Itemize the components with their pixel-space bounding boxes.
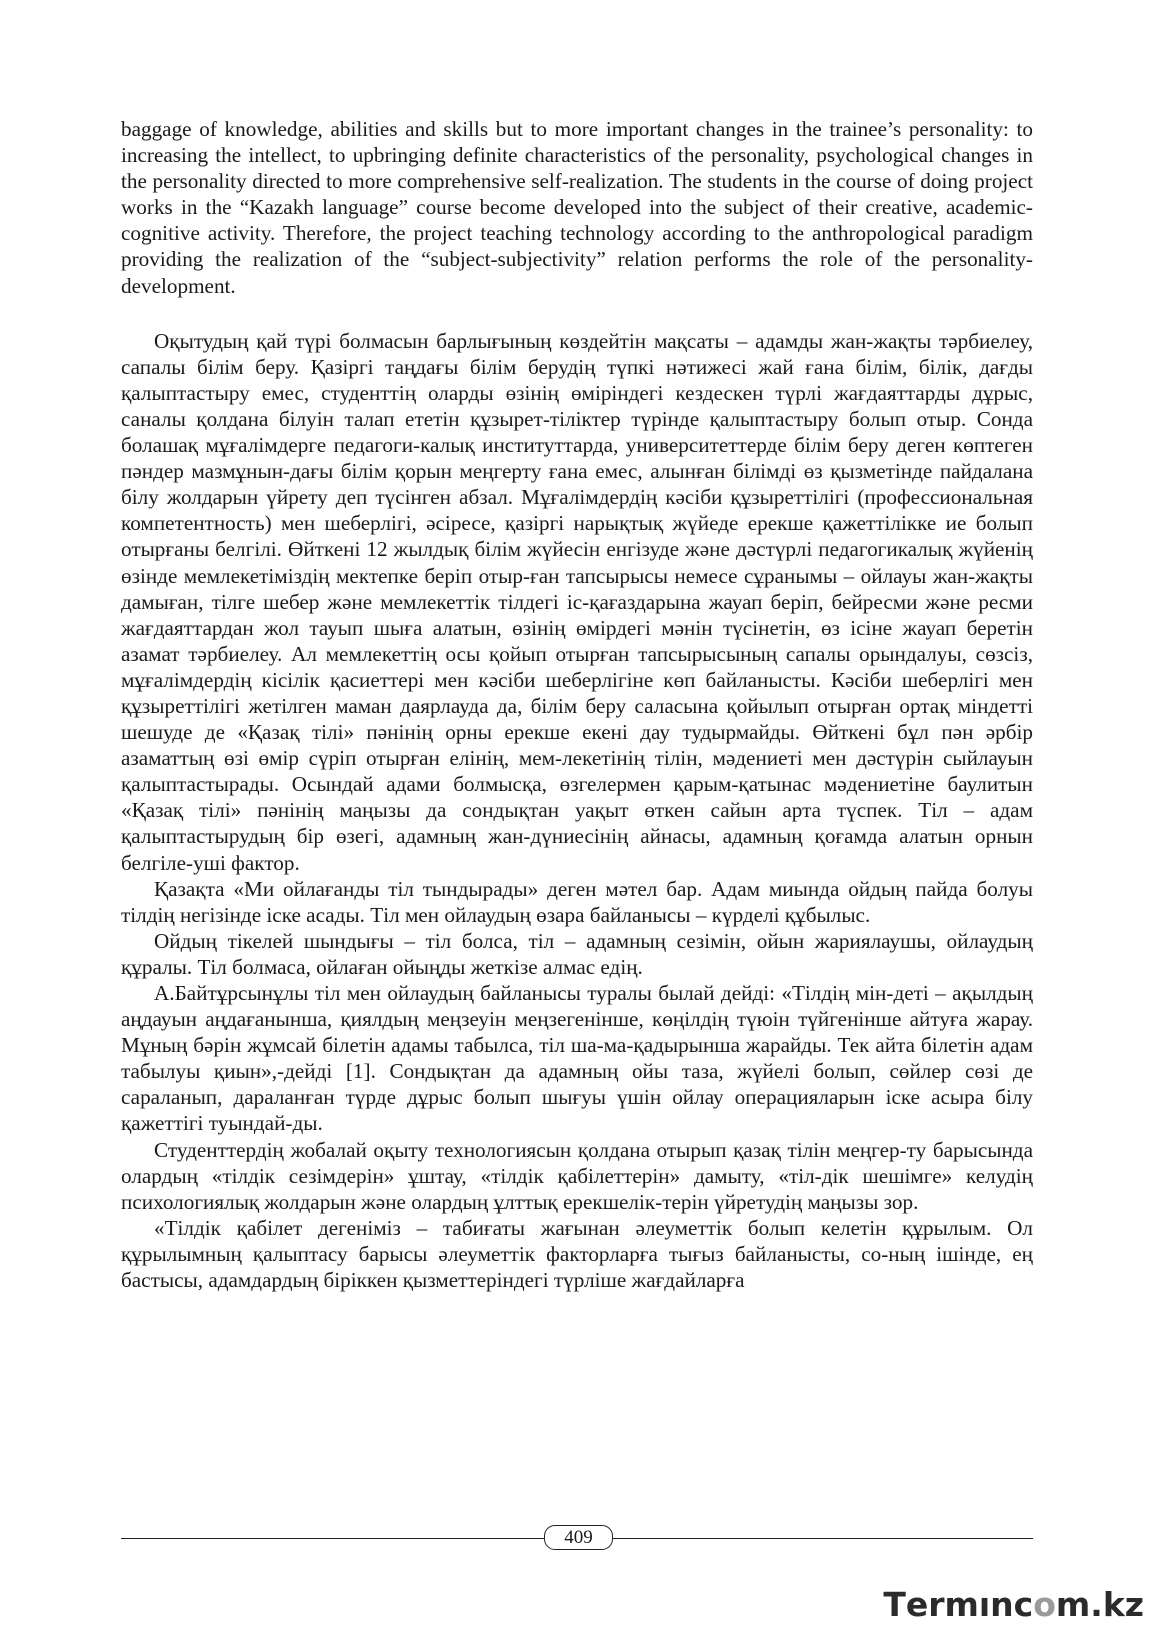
body-paragraph-4: А.Байтұрсынұлы тіл мен ойлаудың байланысы туралы былай дейді: «Тілдің мін-деті – ақылдың аңдауын аңдағанынша, қиялдың меңзеуін меңзегенінше, көңілдің түюін түйгенінше айтуға жарау. Мұның бәрін жұмсай білетін адамы табылса, тіл ша-ма-қадырынша жарайды. Тек айта білетін адам табылуы қиын»,-дейді [1]. Сондықтан да адамның ойы таза, жүйелі болып, сөйлер сөзі де сараланып, дараланған түрде дұрыс болып шығуы үшін ойлау операцияларын іске асыра білу қажеттігі туындай-ды. <box>121 981 1033 1136</box>
watermark-text-ermin: ermınc <box>905 1585 1034 1624</box>
watermark-letter-o: o <box>1033 1585 1056 1624</box>
watermark-letter-t: T <box>883 1585 906 1624</box>
page-body <box>121 116 1033 1293</box>
body-paragraph-3: Ойдың тікелей шындығы – тіл болса, тіл – адамның сезімін, ойын жариялаушы, ойлаудың құралы. Тіл болмаса, ойлаған ойыңды жеткізе алмас едің. <box>121 928 1033 979</box>
body-paragraph-5: Студенттердің жобалай оқыту технологиясын қолдана отырып қазақ тілін меңгер-ту барысында олардың «тілдік сезімдерін» ұштау, «тілдік қабілеттерін» дамыту, «тіл-дік шешімге» келудің психологиялық жолдарын және олардың ұлттық ерекшелік-терін үйретудің маңызы зор. <box>121 1137 1033 1214</box>
body-paragraph-1: Оқытудың қай түрі болмасын барлығының көздейтін мақсаты – адамды жан-жақты тәрбиелеу, сапалы білім беру. Қазіргі таңдағы білім берудің түпкі нәтижесі жай ғана білім, білік, дағды қалыптастыру емес, студенттің оларды өзінің өміріндегі кездескен түрлі жағдаяттарды дұрыс, саналы қолдана білуін талап ететін құзырет-тіліктер түрінде қалыптастыру болып отыр. Сонда болашақ мұғалімдерге педагоги-калық институттарда, университеттерде білім беру деген көптеген пәндер мазмұнын-дағы білім қорын меңгерту ғана емес, алынған білімді өз қызметінде пайдалана білу жолдарын үйрету деп түсінген абзал. Мұғалімдердің кәсіби құзыреттілігі (профессиональная компетентность) мен шеберлігі, әсіресе, қазіргі нарықтық жүйеде ерекше қажеттілікке ие болып отырғаны белгілі. Өйткені 12 жылдық білім жүйесін енгізуде және дәстүрлі педагогикалық жүйенің өзінде мемлекетіміздің мектепке беріп отыр-ған тапсырысы немесе сұранымы – ойлауы жан-жақты дамыған, тілге шебер және мемлекеттік тілдегі іс-қағаздарына жауап беріп, бейресми және ресми жағдаяттардан жол тауып шыға алатын, өзінің өмірдегі мәнін түсінетін, өз ісіне жауап беретін азамат тәрбиелеу. Ал мемлекеттің осы қойып отырған тапсырысының сапалы орындалуы, сөзсіз, мұғалімдердің кісілік қасиеттері мен кәсіби шеберлігіне көп байланысты. Кәсіби шеберлігі мен құзыреттілігі жетілген маман даярлауда да, білім беру саласына қойылып отырған ортақ міндетті шешуде де «Қазақ тілі» пәнінің орны ерекше екені дау тудырмайды. Өйткені бұл пән әрбір азаматтың өзі өмір сүріп отырған елінің, мем-лекетінің тілін, мәдениеті мен дәстүрін сыйлауын қалыптастырады. Осындай адами болмысқа, өзгелермен қарым-қатынас мәдениетіне баулитын «Қазақ тілі» пәнінің маңызы да сондықтан уақыт өткен сайын арта түспек. Тіл – адам қалыптастырудың бір өзегі, адамның жан-дүниесінің айнасы, адамның қоғамда алатын орнын белгіле-уші фактор. <box>121 328 1033 875</box>
footer-rule-right <box>613 1538 1033 1539</box>
body-paragraph-2: Қазақта «Ми ойлағанды тіл тындырады» деген мәтел бар. Адам миында ойдың пайда болуы тілдің негізінде іске асады. Тіл мен ойлаудың өзара байланысы – күрделі құбылыс. <box>121 876 1033 927</box>
footer-rule-left <box>121 1538 544 1539</box>
english-paragraph: baggage of knowledge, abilities and skills but to more important changes in the trainee’s personality: to increasing the intellect, to upbringing definite characteristics of the personality, psychological changes in the personality directed to more comprehensive self-realization. The students in the course of doing project works in the “Kazakh language” course become developed into the subject of their creative, academic-cognitive activity. Therefore, the project teaching technology according to the anthropological paradigm providing the realization of the “subject-subjectivity” relation performs the role of the personality-development. <box>121 117 1033 298</box>
page-number: 409 <box>544 1525 613 1550</box>
watermark-text-mkz: m.kz <box>1055 1585 1144 1624</box>
body-paragraph-6: «Тілдік қабілет дегеніміз – табиғаты жағынан әлеуметтік болып келетін құрылым. Ол құрылымның қалыптасу барысы әлеуметтік факторларға тығыз байланысты, со-ның ішінде, ең бастысы, адамдардың біріккен қызметтеріндегі түрліше жағдайларға <box>121 1215 1033 1293</box>
site-watermark-logo <box>883 1585 1144 1625</box>
